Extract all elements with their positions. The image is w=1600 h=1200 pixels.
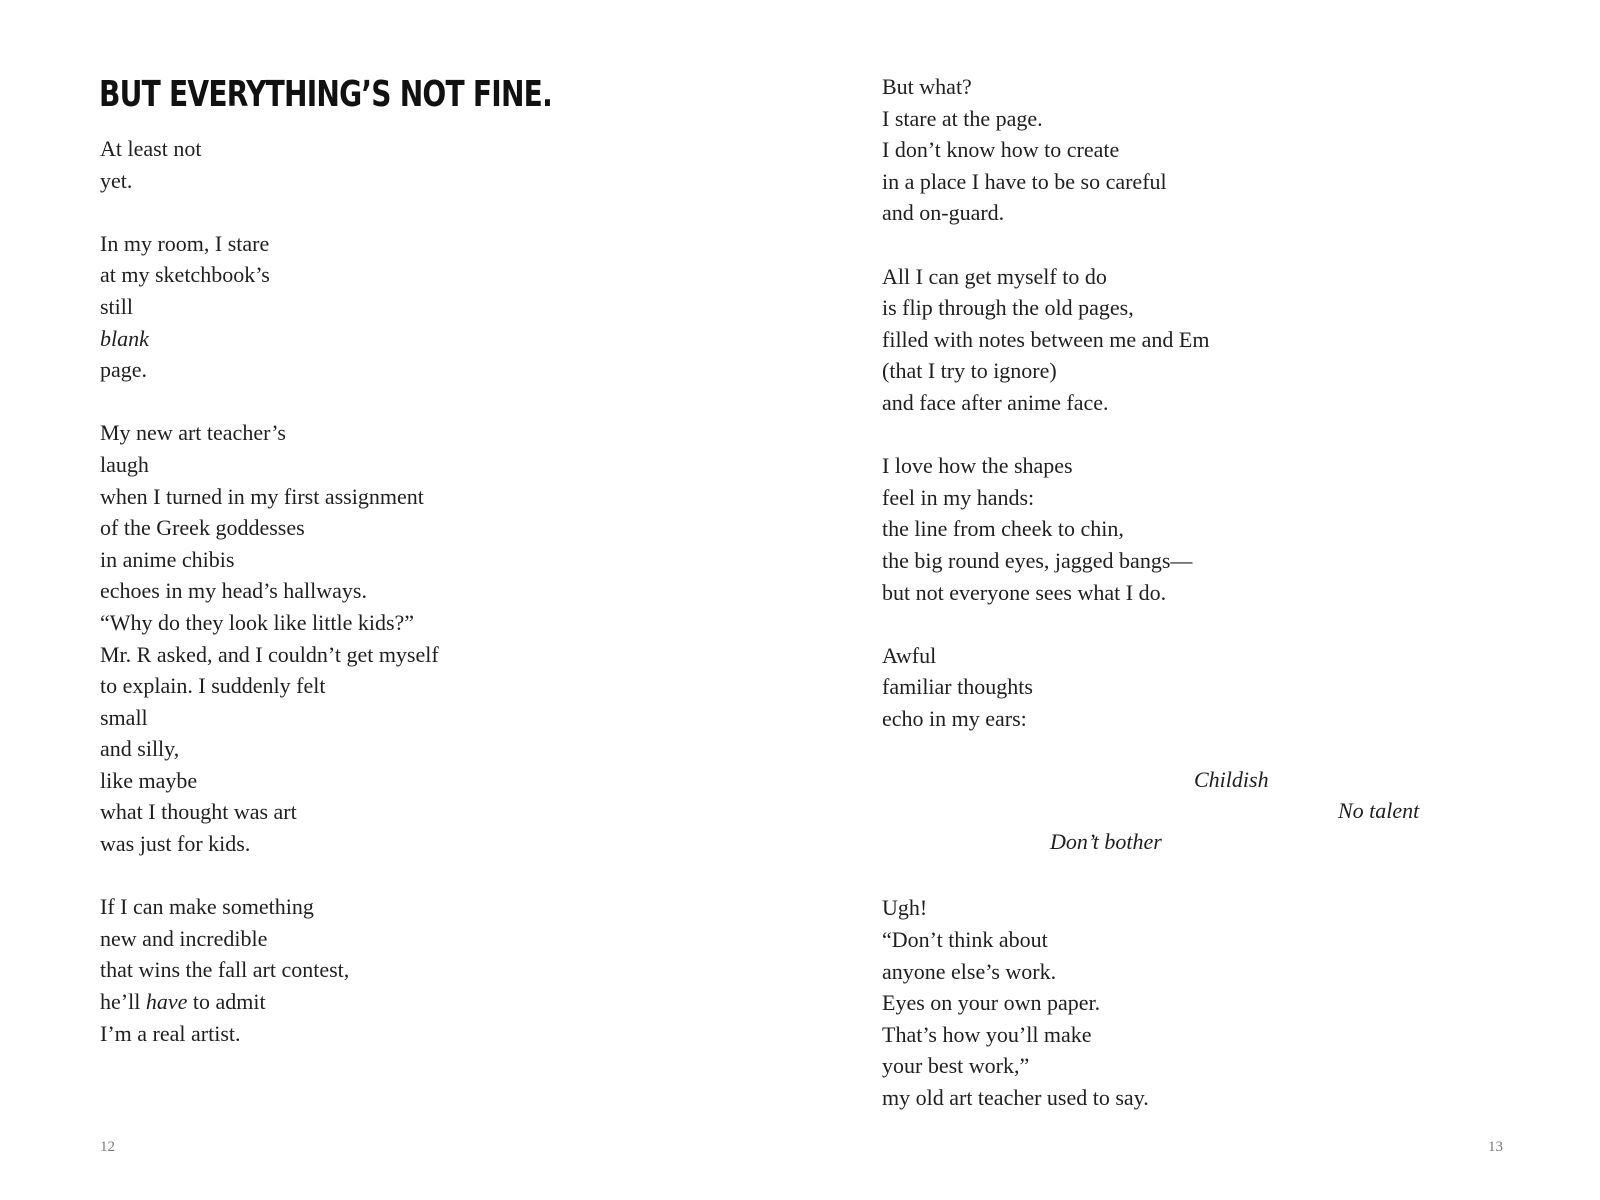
- poem-line: page.: [100, 357, 148, 383]
- poem-line: to explain. I suddenly felt: [100, 673, 326, 699]
- page-number-right: 13: [1488, 1139, 1503, 1155]
- poem-line: my old art teacher used to say.: [882, 1085, 1149, 1110]
- poem-line: and on-guard.: [882, 200, 1005, 226]
- poem-line: I stare at the page.: [882, 105, 1043, 131]
- line-segment: to admit: [187, 989, 266, 1015]
- page-number-left: 12: [100, 1139, 115, 1155]
- poem-line: (that I try to ignore): [882, 358, 1057, 384]
- poem-line: “Don’t think about: [882, 927, 1048, 953]
- poem-line: when I turned in my first assignment: [100, 483, 424, 509]
- poem-line: still: [100, 293, 134, 319]
- poem-line: and silly,: [100, 736, 180, 762]
- poem-line: like maybe: [100, 767, 198, 793]
- poem-line: [100, 986, 439, 1018]
- right-poem: [882, 71, 1209, 1114]
- poem-line: the line from cheek to chin,: [882, 516, 1124, 542]
- poem-line: was just for kids.: [100, 831, 251, 857]
- left-poem: [100, 133, 439, 1049]
- poem-line: In my room, I stare: [100, 230, 270, 256]
- poem-line: anyone else’s work.: [882, 958, 1057, 984]
- poem-line-emphasis: blank: [100, 325, 149, 351]
- poem-line: That’s how you’ll make: [882, 1021, 1092, 1047]
- line-segment: he’ll: [100, 989, 146, 1015]
- poem-line: filled with notes between me and Em: [882, 326, 1210, 352]
- poem-line: Ugh!: [882, 895, 928, 921]
- whisper-space: [882, 766, 1209, 798]
- stanza-break: [882, 861, 1209, 893]
- poem-line: “Why do they look like little kids?”: [100, 609, 415, 635]
- stanza-break: [882, 419, 1209, 451]
- stanza-break: [882, 229, 1209, 261]
- poem-line: Awful: [882, 642, 937, 668]
- whisper-childish: Childish: [1194, 767, 1269, 792]
- poem-line: feel in my hands:: [882, 484, 1035, 510]
- stanza-break: [100, 386, 439, 418]
- poem-line: I love how the shapes: [882, 453, 1073, 479]
- poem-line: is flip through the old pages,: [882, 295, 1134, 321]
- poem-line: and face after anime face.: [882, 389, 1109, 415]
- whisper-no-talent: No talent: [1338, 798, 1420, 823]
- stanza-break: [882, 734, 1209, 766]
- poem-line: I’m a real artist.: [100, 1020, 241, 1046]
- poem-line: My new art teacher’s: [100, 420, 286, 446]
- poem-line: at my sketchbook’s: [100, 262, 270, 288]
- poem-line: If I can make something: [100, 894, 314, 920]
- stanza-break: [100, 860, 439, 892]
- poem-line: echo in my ears:: [882, 705, 1027, 731]
- poem-line: in anime chibis: [100, 546, 235, 572]
- whisper-space: [882, 798, 1209, 830]
- poem-line: laugh: [100, 451, 149, 477]
- poem-line: but not everyone sees what I do.: [882, 579, 1167, 605]
- poem-line: in a place I have to be so careful: [882, 168, 1167, 194]
- poem-line: what I thought was art: [100, 799, 297, 825]
- poem-line: that wins the fall art contest,: [100, 957, 350, 983]
- poem-line: familiar thoughts: [882, 674, 1033, 700]
- right-page: [800, 0, 1600, 1200]
- poem-line: Mr. R asked, and I couldn’t get myself: [100, 641, 439, 667]
- poem-line: Eyes on your own paper.: [882, 990, 1101, 1016]
- line-emphasis: have: [145, 989, 188, 1015]
- poem-line: echoes in my head’s hallways.: [100, 578, 367, 604]
- poem-line: All I can get myself to do: [882, 263, 1107, 289]
- poem-line: I don’t know how to create: [882, 137, 1120, 163]
- poem-line: small: [100, 704, 148, 730]
- poem-line: the big round eyes, jagged bangs—: [882, 547, 1193, 573]
- poem-line: At least not: [100, 136, 202, 161]
- whisper-dont-bother: Don’t bother: [1050, 829, 1162, 854]
- chapter-heading: BUT EVERYTHING’S NOT FINE.: [99, 74, 552, 115]
- poem-line: But what?: [882, 74, 972, 99]
- poem-line: yet.: [100, 167, 133, 193]
- poem-line: your best work,”: [882, 1053, 1030, 1079]
- poem-line: new and incredible: [100, 925, 268, 951]
- stanza-break: [100, 196, 439, 228]
- poem-line: of the Greek goddesses: [100, 515, 305, 541]
- stanza-break: [882, 608, 1209, 640]
